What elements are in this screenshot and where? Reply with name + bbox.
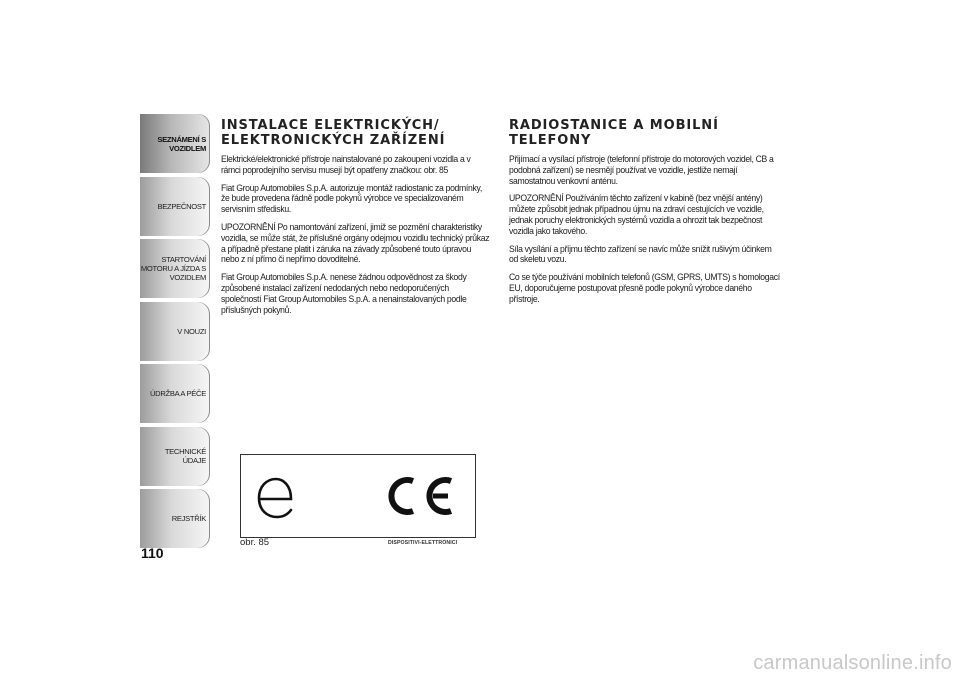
- paragraph: Fiat Group Automobiles S.p.A. autorizuje montáž radiostanic za podmínky, že bude provedena řádně podle pokynů výrobce ve specializovaném servisním středisku.: [221, 182, 482, 215]
- tab-seznameni-s-vozidlem[interactable]: [140, 114, 210, 173]
- left-column: [221, 118, 491, 322]
- paragraph: Fiat Group Automobiles S.p.A. nenese žádnou odpovědnost za škody způsobené instalací zařízení nedodaných nebo nedoporučených společností Fiat Group Automobiles S.p.A. a nenainstalovaných podle příslušných pokynů.: [221, 272, 467, 315]
- tab-label: BEZPEČNOST: [157, 201, 206, 211]
- figure-85: [240, 454, 476, 538]
- ce-mark-icon: [391, 480, 451, 512]
- chapter-tabs: [140, 114, 210, 552]
- figure-caption: obr. 85: [240, 537, 270, 548]
- watermark: carmanualsonline.info: [753, 652, 952, 674]
- tab-startovani[interactable]: [140, 239, 210, 298]
- tab-label: V NOUZI: [177, 326, 206, 336]
- e-mark-icon: [259, 479, 291, 517]
- section-title: RADIOSTANICE A MOBILNÍ TELEFONY: [509, 118, 719, 148]
- right-column: [509, 118, 781, 312]
- paragraph: Elektrické/elektronické přístroje nainstalované po zakoupení vozidla a v rámci poprodejního servisu musejí být opatřeny značkou: obr. 85: [221, 154, 471, 175]
- tab-rejstrik[interactable]: [140, 489, 210, 548]
- paragraph: Přijímací a vysílací přístroje (telefonní přístroje do motorových vozidel, CB a podobná zařízení) se nesmějí používat ve vozidle, jestliže nemají samostatnou venkovní anténu.: [509, 154, 774, 186]
- tab-technicke-udaje[interactable]: [140, 427, 210, 486]
- page-number: 110: [141, 545, 164, 561]
- section-title: INSTALACE ELEKTRICKÝCH/ ELEKTRONICKÝCH ZAŘÍZENÍ: [221, 118, 446, 148]
- figure-symbols: [241, 455, 475, 537]
- warning-paragraph: UPOZORNĚNÍ Po namontování zařízení, jimiž se pozmění charakteristiky vozidla, se může stát, že příslušné orgány odejmou vozidlu technický průkaz a případně přestane platit i záruka na závady způsobené touto úpravou nebo z ní přímo či nepřímo dovoditelné.: [221, 221, 490, 265]
- tab-v-nouzi[interactable]: [140, 302, 210, 361]
- tab-bezpecnost[interactable]: [140, 177, 210, 236]
- figure-code: DISPOSITIVI-ELETTRONICI: [388, 540, 458, 546]
- tab-label: STARTOVÁNÍ MOTORU A JÍZDA S VOZIDLEM: [140, 255, 206, 282]
- tab-udrzba-a-pece[interactable]: [140, 364, 210, 423]
- paragraph: Co se týče používání mobilních telefonů (GSM, GPRS, UMTS) s homologací EU, doporučujeme postupovat přesně podle pokynů výrobce daného přístroje.: [509, 272, 780, 304]
- tab-label: ÚDRŽBA A PÉČE: [149, 389, 206, 398]
- warning-paragraph: UPOZORNĚNÍ Používáním těchto zařízení v kabině (bez vnější antény) můžete způsobit jednak případnou újmu na zdraví cestujících ve vozidle, jednak poruchy elektronických systémů vozidla a ohrozit tak bezpečnost vozidla jako takového.: [509, 193, 764, 236]
- tab-label: SEZNÁMENÍ S VOZIDLEM: [157, 134, 206, 153]
- tab-label: REJSTŘÍK: [171, 514, 206, 523]
- paragraph: Síla vysílání a příjmu těchto zařízení se navíc může snížit rušivým účinkem od skeletu vozu.: [509, 243, 772, 265]
- tab-label: TECHNICKÉ ÚDAJE: [164, 447, 206, 465]
